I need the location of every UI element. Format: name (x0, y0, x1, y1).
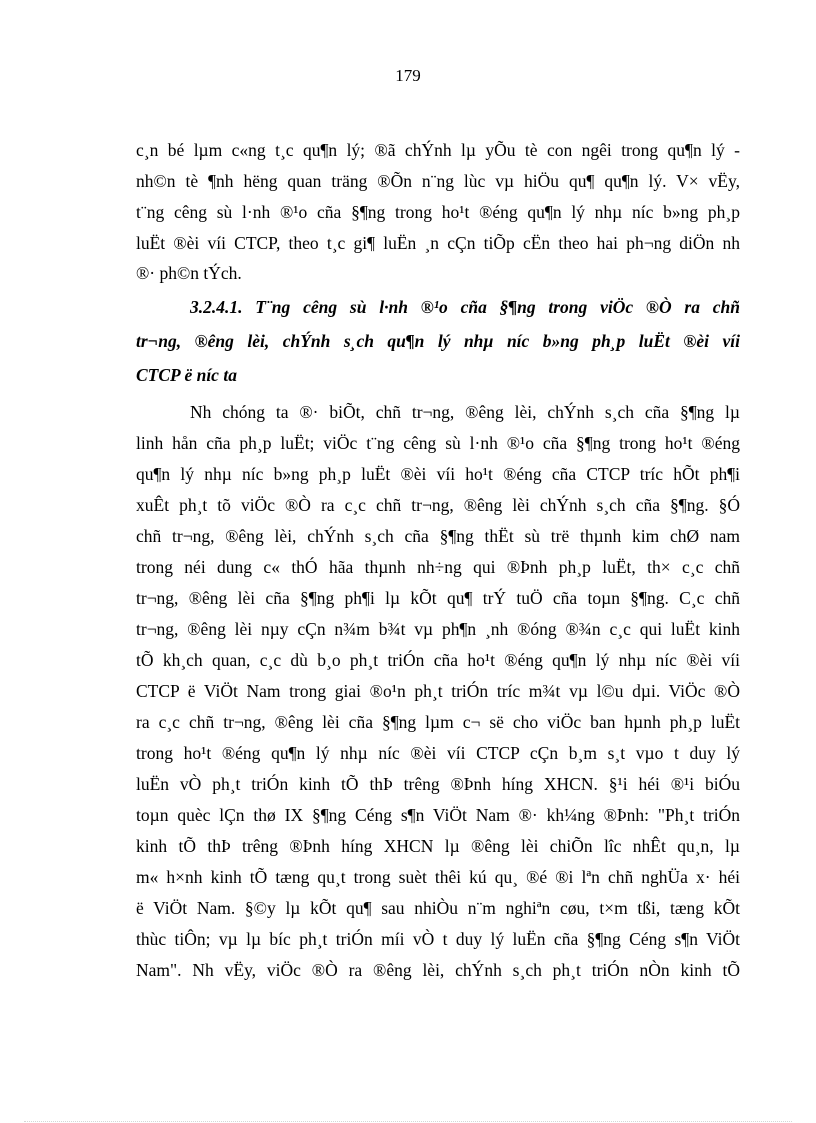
body-line: tr¬ng, ®êng lèi cña §¶ng ph¶i lµ kÕt qu¶ trÝ tuÖ cña toµn §¶ng. C¸c chñ (136, 588, 740, 608)
body-line: luËt ®èi víi CTCP, theo t¸c gi¶ luËn ¸n cÇn tiÕp cËn theo hai ph¬ng diÖn nh (136, 233, 740, 253)
body-line: ra c¸c chñ tr¬ng, ®êng lèi cña §¶ng lµm c¬ së cho viÖc ban hµnh ph¸p luËt (136, 712, 740, 732)
section-heading-line: CTCP ë níc ta (136, 365, 237, 385)
section-heading-line: 3.2.4.1. T¨ng cêng sù l·nh ®¹o cña §¶ng trong viÖc ®Ò ra chñ (190, 297, 740, 317)
body-line: nh©n tè ¶nh hëng quan träng ®Õn n¨ng lùc vµ hiÖu qu¶ qu¶n lý. V× vËy, (136, 171, 740, 191)
body-line: ë ViÖt Nam. §©y lµ kÕt qu¶ sau nhiÒu n¨m nghiªn cøu, t×m tßi, tæng kÕt (136, 898, 740, 918)
body-line: thùc tiÔn; vµ lµ bíc ph¸t triÓn míi vÒ t duy lý luËn cña §¶ng Céng s¶n ViÖt (136, 929, 740, 949)
body-line: CTCP ë ViÖt Nam trong giai ®o¹n ph¸t triÓn tríc m¾t vµ l©u dµi. ViÖc ®Ò (136, 681, 740, 701)
page-bottom-rule (24, 1121, 792, 1122)
body-line: trong ho¹t ®éng qu¶n lý nhµ níc ®èi víi CTCP cÇn b¸m s¸t vµo t duy lý (136, 743, 740, 763)
body-line: Nam". Nh vËy, viÖc ®Ò ra ®êng lèi, chÝnh s¸ch ph¸t triÓn nÒn kinh tÕ (136, 960, 740, 980)
body-line: trong néi dung c« thÓ hãa thµnh nh÷ng qui ®Þnh ph¸p luËt, th× c¸c chñ (136, 557, 740, 577)
section-heading-line: tr¬ng, ®êng lèi, chÝnh s¸ch qu¶n lý nhµ níc b»ng ph¸p luËt ®èi víi (136, 331, 740, 351)
body-line: linh hån cña ph¸p luËt; viÖc t¨ng cêng sù l·nh ®¹o cña §¶ng trong ho¹t ®éng (136, 433, 740, 453)
body-line: toµn quèc lÇn thø IX §¶ng Céng s¶n ViÖt Nam ®· kh¼ng ®Þnh: "Ph¸t triÓn (136, 805, 740, 825)
body-line: Nh chóng ta ®· biÕt, chñ tr¬ng, ®êng lèi, chÝnh s¸ch cña §¶ng lµ (190, 402, 740, 422)
body-line: qu¶n lý nhµ níc b»ng ph¸p luËt ®èi víi ho¹t ®éng cña CTCP tríc hÕt ph¶i (136, 464, 740, 484)
body-line: m« h×nh kinh tÕ tæng qu¸t trong suèt thêi kú qu¸ ®é ®i lªn chñ nghÜa x· héi (136, 867, 740, 887)
body-line: xuÊt ph¸t tõ viÖc ®Ò ra c¸c chñ tr¬ng, ®êng lèi chÝnh s¸ch cña §¶ng. §Ó (136, 495, 740, 515)
body-line: tr¬ng, ®êng lèi nµy cÇn n¾m b¾t vµ ph¶n ¸nh ®óng ®¾n c¸c qui luËt kinh (136, 619, 740, 639)
page-number: 179 (395, 66, 421, 85)
body-line: tÕ kh¸ch quan, c¸c dù b¸o ph¸t triÓn cña ho¹t ®éng qu¶n lý nhµ níc ®èi víi (136, 650, 740, 670)
body-line: chñ tr¬ng, ®êng lèi, chÝnh s¸ch cña §¶ng thËt sù trë thµnh kim chØ nam (136, 526, 740, 546)
body-line: c¸n bé lµm c«ng t¸c qu¶n lý; ®ã chÝnh lµ yÕu tè con ngêi trong qu¶n lý - (136, 140, 740, 160)
body-line: t¨ng cêng sù l·nh ®¹o cña §¶ng trong ho¹t ®éng qu¶n lý nhµ níc b»ng ph¸p (136, 202, 740, 222)
body-line: luËn vÒ ph¸t triÓn kinh tÕ thÞ trêng ®Þnh híng XHCN. §¹i héi ®¹i biÓu (136, 774, 740, 794)
body-line: ®· ph©n tÝch. (136, 263, 242, 283)
body-line: kinh tÕ thÞ trêng ®Þnh híng XHCN lµ ®êng lèi chiÕn lîc nhÊt qu¸n, lµ (136, 836, 740, 856)
